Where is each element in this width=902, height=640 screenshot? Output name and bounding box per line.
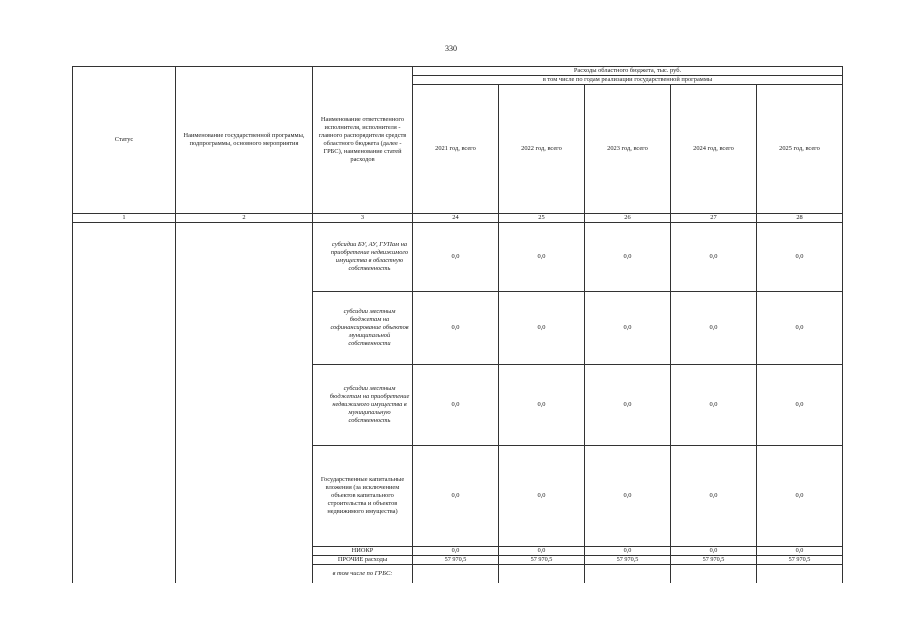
row-value: 0,0 [413, 365, 499, 446]
row-value: 0,0 [413, 547, 499, 556]
row-value: 0,0 [413, 223, 499, 292]
row-value: 57 970,5 [585, 556, 671, 565]
header-year-2021: 2021 год, всего [413, 85, 499, 214]
row-value: 0,0 [499, 223, 585, 292]
row-label: субсидии местным бюджетам на софинансирование объектов муниципальной собственности [313, 292, 413, 365]
header-year-2022: 2022 год, всего [499, 85, 585, 214]
row-label: субсидии местным бюджетам на приобретение недвижимого имущества в муниципальную собственность [313, 365, 413, 446]
column-number: 3 [313, 214, 413, 223]
row-value [671, 565, 757, 584]
column-number: 25 [499, 214, 585, 223]
row-value: 0,0 [671, 292, 757, 365]
row-value: 57 970,5 [499, 556, 585, 565]
row-label: НИОКР [313, 547, 413, 556]
header-executor: Наименование ответственного исполнителя, исполнителя - главного распорядителя средств областного бюджета (далее - ГРБС), наименование статей расходов [313, 67, 413, 214]
row-value [499, 565, 585, 584]
row-value: 0,0 [413, 292, 499, 365]
row-value: 0,0 [413, 446, 499, 547]
header-expenses: Расходы областного бюджета, тыс. руб. [413, 67, 843, 76]
row-value: 0,0 [499, 365, 585, 446]
budget-table [72, 66, 843, 583]
row-value: 0,0 [585, 292, 671, 365]
header-by-years: в том числе по годам реализации государственной программы [413, 76, 843, 85]
row-value: 0,0 [585, 223, 671, 292]
column-number: 28 [757, 214, 843, 223]
column-number: 2 [176, 214, 313, 223]
header-year-2025: 2025 год, всего [757, 85, 843, 214]
row-value: 57 970,5 [413, 556, 499, 565]
page-number: 330 [445, 44, 457, 53]
row-value: 0,0 [499, 547, 585, 556]
column-number: 27 [671, 214, 757, 223]
row-label: ПРОЧИЕ расходы [313, 556, 413, 565]
row-value [585, 565, 671, 584]
row-value: 0,0 [671, 446, 757, 547]
row-value: 0,0 [499, 292, 585, 365]
column-number: 1 [73, 214, 176, 223]
header-program-name: Наименование государственной программы, подпрограммы, основного мероприятия [176, 67, 313, 214]
program-name-cell [176, 223, 313, 584]
column-numbers-row [73, 214, 843, 223]
row-value: 0,0 [671, 365, 757, 446]
row-value: 57 970,5 [757, 556, 843, 565]
status-cell [73, 223, 176, 584]
row-value: 0,0 [499, 446, 585, 547]
row-value: 0,0 [585, 446, 671, 547]
row-value: 0,0 [757, 223, 843, 292]
row-value: 0,0 [757, 446, 843, 547]
row-value: 0,0 [585, 547, 671, 556]
table-row [73, 223, 843, 292]
header-year-2023: 2023 год, всего [585, 85, 671, 214]
row-label: субсидии БУ, АУ, ГУПам на приобретение недвижимого имущества в областную собственность [313, 223, 413, 292]
row-value: 0,0 [757, 365, 843, 446]
row-value [413, 565, 499, 584]
row-value: 0,0 [671, 223, 757, 292]
row-value: 0,0 [757, 292, 843, 365]
row-label: в том числе по ГРБС: [313, 565, 413, 584]
row-value: 0,0 [757, 547, 843, 556]
row-value: 57 970,5 [671, 556, 757, 565]
header-status: Статус [73, 67, 176, 214]
column-number: 26 [585, 214, 671, 223]
header-year-2024: 2024 год, всего [671, 85, 757, 214]
row-value: 0,0 [585, 365, 671, 446]
row-label: Государственные капитальные вложения (за исключением объектов капитального строительства и объектов недвижимого имущества) [313, 446, 413, 547]
column-number: 24 [413, 214, 499, 223]
row-value: 0,0 [671, 547, 757, 556]
row-value [757, 565, 843, 584]
